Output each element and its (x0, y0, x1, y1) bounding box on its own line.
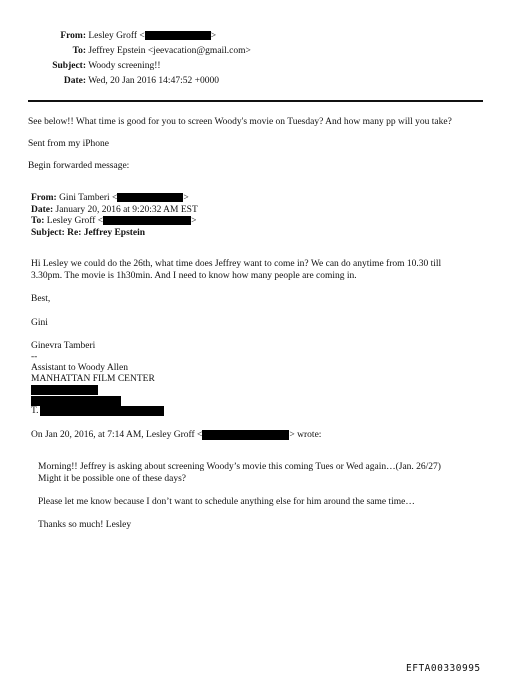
redaction-box (103, 216, 191, 225)
redaction-box (31, 396, 121, 406)
header-from (44, 31, 216, 42)
quoted-line-4: Thanks so much! Lesley (38, 520, 132, 530)
redaction-box (202, 430, 289, 440)
redaction-box (145, 31, 211, 40)
header-date (44, 76, 219, 87)
signature-phone-label: T. (31, 406, 39, 417)
signature-company: MANHATTAN FILM CENTER (31, 374, 155, 384)
forward-from (31, 193, 189, 204)
header-date-value: Wed, 20 Jan 2016 14:47:52 +0000 (88, 76, 219, 86)
body-sent-from: Sent from my iPhone (28, 139, 110, 149)
body-intro: See below!! What time is good for you to screen Woody's movie on Tuesday? And how many pp will you take? (28, 117, 452, 127)
forward-subject-value: Re: Jeffrey Epstein (67, 228, 146, 238)
forward-date-label: Date: (31, 205, 54, 215)
forward-to (31, 216, 197, 227)
reply-line-1: Hi Lesley we could do the 26th, what time does Jeffrey want to come in? We can do anytime from 10.30 till (31, 259, 442, 269)
quoted-wrote-prefix: On Jan 20, 2016, at 7:14 AM, Lesley Groff < (31, 430, 203, 441)
header-from-value: Lesley Groff < (88, 31, 145, 41)
header-subject-value: Woody screening!! (88, 61, 161, 71)
forward-subject-label: Subject: (31, 228, 65, 238)
header-divider (28, 100, 483, 102)
document-stamp: EFTA00330995 (406, 663, 481, 674)
forward-from-value: Gini Tamberi < (59, 193, 118, 203)
header-from-close: > (210, 31, 217, 41)
quoted-line-2: Might it be possible one of these days? (38, 474, 187, 484)
forward-from-label: From: (31, 193, 57, 203)
redaction-box (40, 406, 164, 416)
forward-from-close: > (183, 193, 189, 203)
reply-closing: Best, (31, 294, 51, 304)
forward-to-label: To: (31, 216, 45, 226)
header-to-label: To: (72, 46, 86, 56)
quoted-line-1: Morning!! Jeffrey is asking about screening Woody’s movie this coming Tues or Wed again…(Jan. 26/27) (38, 462, 441, 472)
header-date-label: Date: (63, 76, 86, 86)
redaction-box (117, 193, 183, 202)
signature-phone (31, 406, 164, 417)
redaction-box (31, 385, 98, 395)
header-to-value: Jeffrey Epstein <jeevacation@gmail.com> (88, 46, 251, 56)
forward-to-close: > (191, 216, 197, 226)
reply-name: Gini (31, 318, 48, 328)
quoted-wrote (31, 430, 321, 441)
forward-date (31, 205, 198, 216)
quoted-wrote-suffix: > wrote: (289, 430, 322, 441)
signature-separator: -- (31, 352, 38, 362)
header-subject (44, 61, 161, 72)
signature-title: Assistant to Woody Allen (31, 363, 128, 373)
reply-line-2: 3.30pm. The movie is 1h30min. And I need to know how many people are coming in. (31, 271, 357, 281)
header-to (44, 46, 251, 57)
forward-to-value: Lesley Groff < (46, 216, 104, 226)
body-forwarded: Begin forwarded message: (28, 161, 130, 171)
forward-date-value: January 20, 2016 at 9:20:32 AM EST (55, 205, 198, 215)
header-from-label: From: (60, 31, 86, 41)
reply-fullname: Ginevra Tamberi (31, 341, 96, 351)
header-subject-label: Subject: (52, 61, 86, 71)
forward-subject (31, 228, 145, 239)
quoted-line-3: Please let me know because I don’t want to schedule anything else for him around the same time… (38, 497, 415, 507)
